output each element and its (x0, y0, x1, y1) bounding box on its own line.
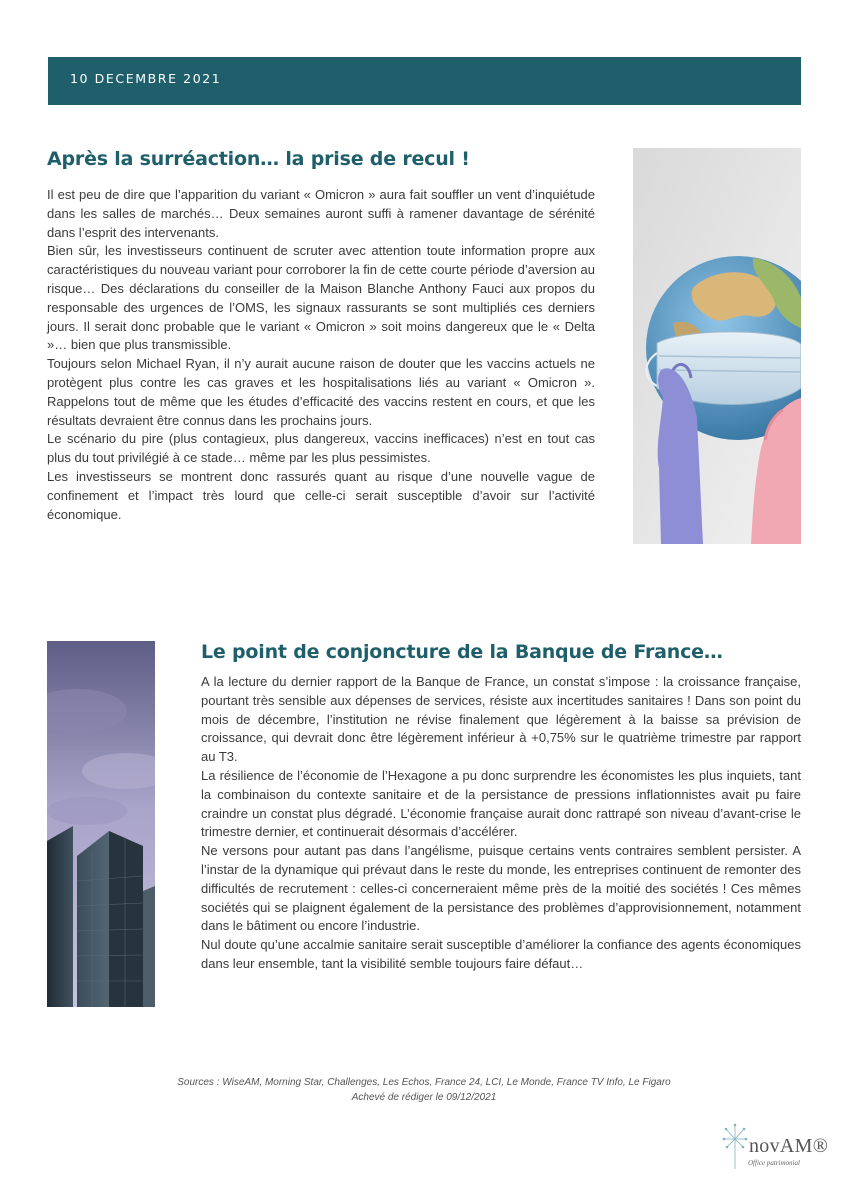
section1-paragraph: Le scénario du pire (plus contagieux, plus dangereux, vaccins inefficaces) n’est en tout cas plus du tout privilégié à ce stade… même par les plus pessimistes. (47, 431, 595, 466)
logo-tagline: Office patrimonial (748, 1159, 800, 1167)
dandelion-icon (720, 1117, 750, 1169)
header-band (48, 57, 801, 105)
section2-body (201, 673, 801, 974)
section1-body (47, 186, 595, 524)
section1-paragraph: Il est peu de dire que l’apparition du variant « Omicron » aura fait souffler un vent d’inquiétude dans les salles de marchés… Deux semaines auront suffi à ramener davantage de sérénité dans l’esprit des intervenants. (47, 187, 595, 240)
section1-title: Après la surréaction… la prise de recul ! (47, 148, 470, 170)
section2-paragraph: La résilience de l’économie de l’Hexagone a pu donc surprendre les économistes les plus inquiets, tant la combinaison du contexte sanitaire et de la persistance de pressions inflationnistes avait pu faire craindre un constat plus dégradé. L’économie française aurait donc rattrapé son niveau d’avant-crise le trimestre dernier, et continuerait désormais d’accélérer. (201, 767, 801, 840)
section2-title: Le point de conjoncture de la Banque de France… (201, 641, 723, 663)
sources-footer (0, 1075, 848, 1105)
globe-with-mask-photo (633, 148, 801, 544)
section2-paragraph: Ne versons pour autant pas dans l’angélisme, puisque certains vents contraires semblent persister. A l’instar de la dynamique qui prévaut dans le reste du monde, les entreprises continuent de remonter des difficultés de recrutement : celles-ci concerneraient même près de la moitié des sociétés ! Ces mêmes sociétés qui se plaignent également de la persistance des problèmes d’approvisionnement, notamment dans le bâtiment ou encore l’industrie. (201, 843, 801, 934)
skyscrapers-photo (47, 641, 155, 1007)
novam-logo (720, 1113, 829, 1173)
completed-date: Achevé de rédiger le 09/12/2021 (351, 1092, 497, 1103)
header-date: 10 DECEMBRE 2021 (70, 71, 222, 86)
sources-line: Sources : WiseAM, Morning Star, Challenges, Les Echos, France 24, LCI, Le Monde, France TV Info, Le Figaro (177, 1077, 671, 1088)
section1-paragraph: Les investisseurs se montrent donc rassurés quant au risque d’une nouvelle vague de confinement et l’impact très lourd que celle-ci serait susceptible d’avoir sur l’activité économique. (47, 468, 595, 522)
section1-paragraph: Bien sûr, les investisseurs continuent de scruter avec attention toute information propre aux caractéristiques du nouveau variant pour corroborer la fin de cette courte période d’aversion au risque… Des déclarations du conseiller de la Maison Blanche Anthony Fauci aux propos du responsable des urgences de l’OMS, les signaux rassurants se sont multipliés ces derniers jours. Il serait donc probable que le variant « Omicron » soit moins dangereux que le « Delta »… bien que plus transmissible. (47, 243, 595, 353)
section2-paragraph: A la lecture du dernier rapport de la Banque de France, un constat s’impose : la croissance française, pourtant très sensible aux dépenses de services, résiste aux incertitudes sanitaires ! Dans son point du mois de décembre, l’institution ne révise finalement que légèrement à la baisse sa prévision de croissance, qui devrait donc être légèrement inférieur à +0,75% sur le quatrième trimestre par rapport au T3. (201, 674, 801, 765)
logo-name: novAM® (749, 1135, 829, 1157)
section1-paragraph: Toujours selon Michael Ryan, il n’y aurait aucune raison de douter que les vaccins actuels ne protègent plus contre les cas graves et les hospitalisations liés au variant « Omicron ». Rappelons tout de même que les études d’efficacité des vaccins restent en cours, et que les résultats devraient être connus dans les prochains jours. (47, 356, 595, 428)
section2-paragraph: Nul doute qu’une accalmie sanitaire serait susceptible d’améliorer la confiance des agents économiques dans leur ensemble, tant la visibilité semble toujours faire défaut… (201, 937, 801, 971)
